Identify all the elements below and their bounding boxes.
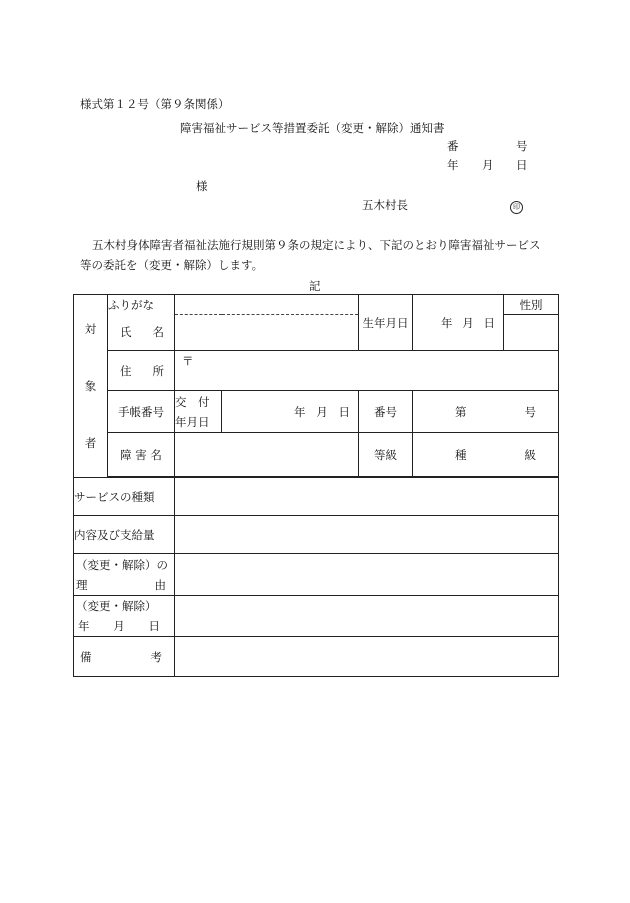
issue-year: 年 — [294, 404, 306, 419]
subject-char-2: 象 — [84, 378, 97, 393]
number-label: 番号 — [359, 391, 413, 433]
postal-mark-icon: 〒 — [182, 354, 194, 368]
body-text-line-2: 等の委託を（変更・解除）します。 — [80, 258, 264, 272]
dai-label: 第 — [455, 404, 467, 419]
seal-mark — [510, 198, 523, 214]
shu-label: 種 — [455, 447, 467, 462]
change-year: 年 — [78, 619, 90, 633]
number-label-go: 号 — [516, 139, 528, 153]
issue-date-label — [175, 391, 222, 433]
address-label — [108, 351, 175, 391]
birthdate-day: 日 — [483, 315, 495, 330]
change-month: 月 — [113, 619, 125, 633]
furigana-field[interactable] — [175, 295, 359, 315]
name-char-1: 氏 — [120, 325, 132, 340]
go-label: 号 — [524, 404, 536, 419]
grade-label: 等級 — [359, 433, 413, 477]
remarks-char-1: 備 — [80, 649, 92, 664]
name-field[interactable] — [175, 315, 359, 351]
reason-label — [74, 554, 175, 596]
issue-label-line-2: 年月日 — [175, 414, 210, 429]
change-date-line-1: （変更・解除） — [76, 599, 157, 613]
date-year: 年 — [447, 158, 459, 172]
sex-field[interactable] — [504, 315, 559, 351]
seal-icon: 印 — [510, 201, 523, 214]
service-type-field[interactable] — [175, 478, 559, 516]
number-label-ban: 番 — [447, 139, 459, 153]
remarks-field[interactable] — [175, 637, 559, 677]
address-char-2: 所 — [152, 363, 164, 378]
addressee-suffix: 様 — [196, 179, 208, 193]
issue-date-field[interactable] — [222, 391, 359, 433]
change-day: 日 — [148, 619, 160, 633]
reason-char-1: 理 — [76, 577, 88, 592]
content-amount-field[interactable] — [175, 516, 559, 554]
birthdate-month: 月 — [462, 315, 474, 330]
name-char-2: 名 — [152, 325, 164, 340]
remarks-label — [74, 637, 175, 677]
subject-label — [74, 295, 108, 478]
body-text-line-1: 五木村身体障害者福祉法施行規則第９条の規定により、下記のとおり障害福祉サービス — [92, 238, 541, 252]
date-month: 月 — [482, 158, 494, 172]
birthdate-field[interactable] — [413, 295, 504, 351]
sex-label: 性別 — [504, 295, 559, 315]
issue-label-line-1: 交 付 — [175, 394, 210, 409]
issuer-name: 五木村長 — [362, 198, 408, 212]
address-char-1: 住 — [120, 363, 132, 378]
change-date-field[interactable] — [175, 596, 559, 637]
reason-label-line-1: （変更・解除）の — [76, 557, 168, 572]
reason-field[interactable] — [175, 554, 559, 596]
handbook-number-label: 手帳番号 — [108, 391, 175, 433]
disability-name-label: 障 害 名 — [108, 433, 175, 477]
service-type-label: サービスの種類 — [74, 478, 175, 516]
handbook-number-field[interactable] — [413, 391, 559, 433]
kyu-label: 級 — [524, 447, 536, 462]
date-day: 日 — [516, 158, 528, 172]
grade-field[interactable] — [413, 433, 559, 477]
birthdate-label: 生年月日 — [359, 295, 413, 351]
birthdate-year: 年 — [441, 315, 453, 330]
notification-form-table — [73, 294, 559, 677]
subject-char-3: 者 — [84, 435, 97, 450]
remarks-char-2: 考 — [150, 649, 162, 664]
address-field[interactable] — [175, 351, 559, 391]
disability-name-field[interactable] — [175, 433, 359, 477]
reason-char-2: 由 — [154, 577, 166, 592]
issue-day: 日 — [338, 404, 350, 419]
content-amount-label: 内容及び支給量 — [74, 516, 175, 554]
subject-char-1: 対 — [84, 322, 97, 337]
form-number: 様式第１２号（第９条関係） — [80, 97, 230, 111]
name-label — [108, 315, 175, 351]
change-date-label — [74, 596, 175, 637]
furigana-label: ふりがな — [108, 295, 175, 315]
issue-month: 月 — [316, 404, 328, 419]
ki-label: 記 — [309, 279, 321, 293]
document-title: 障害福祉サービス等措置委託（変更・解除）通知書 — [180, 121, 445, 135]
